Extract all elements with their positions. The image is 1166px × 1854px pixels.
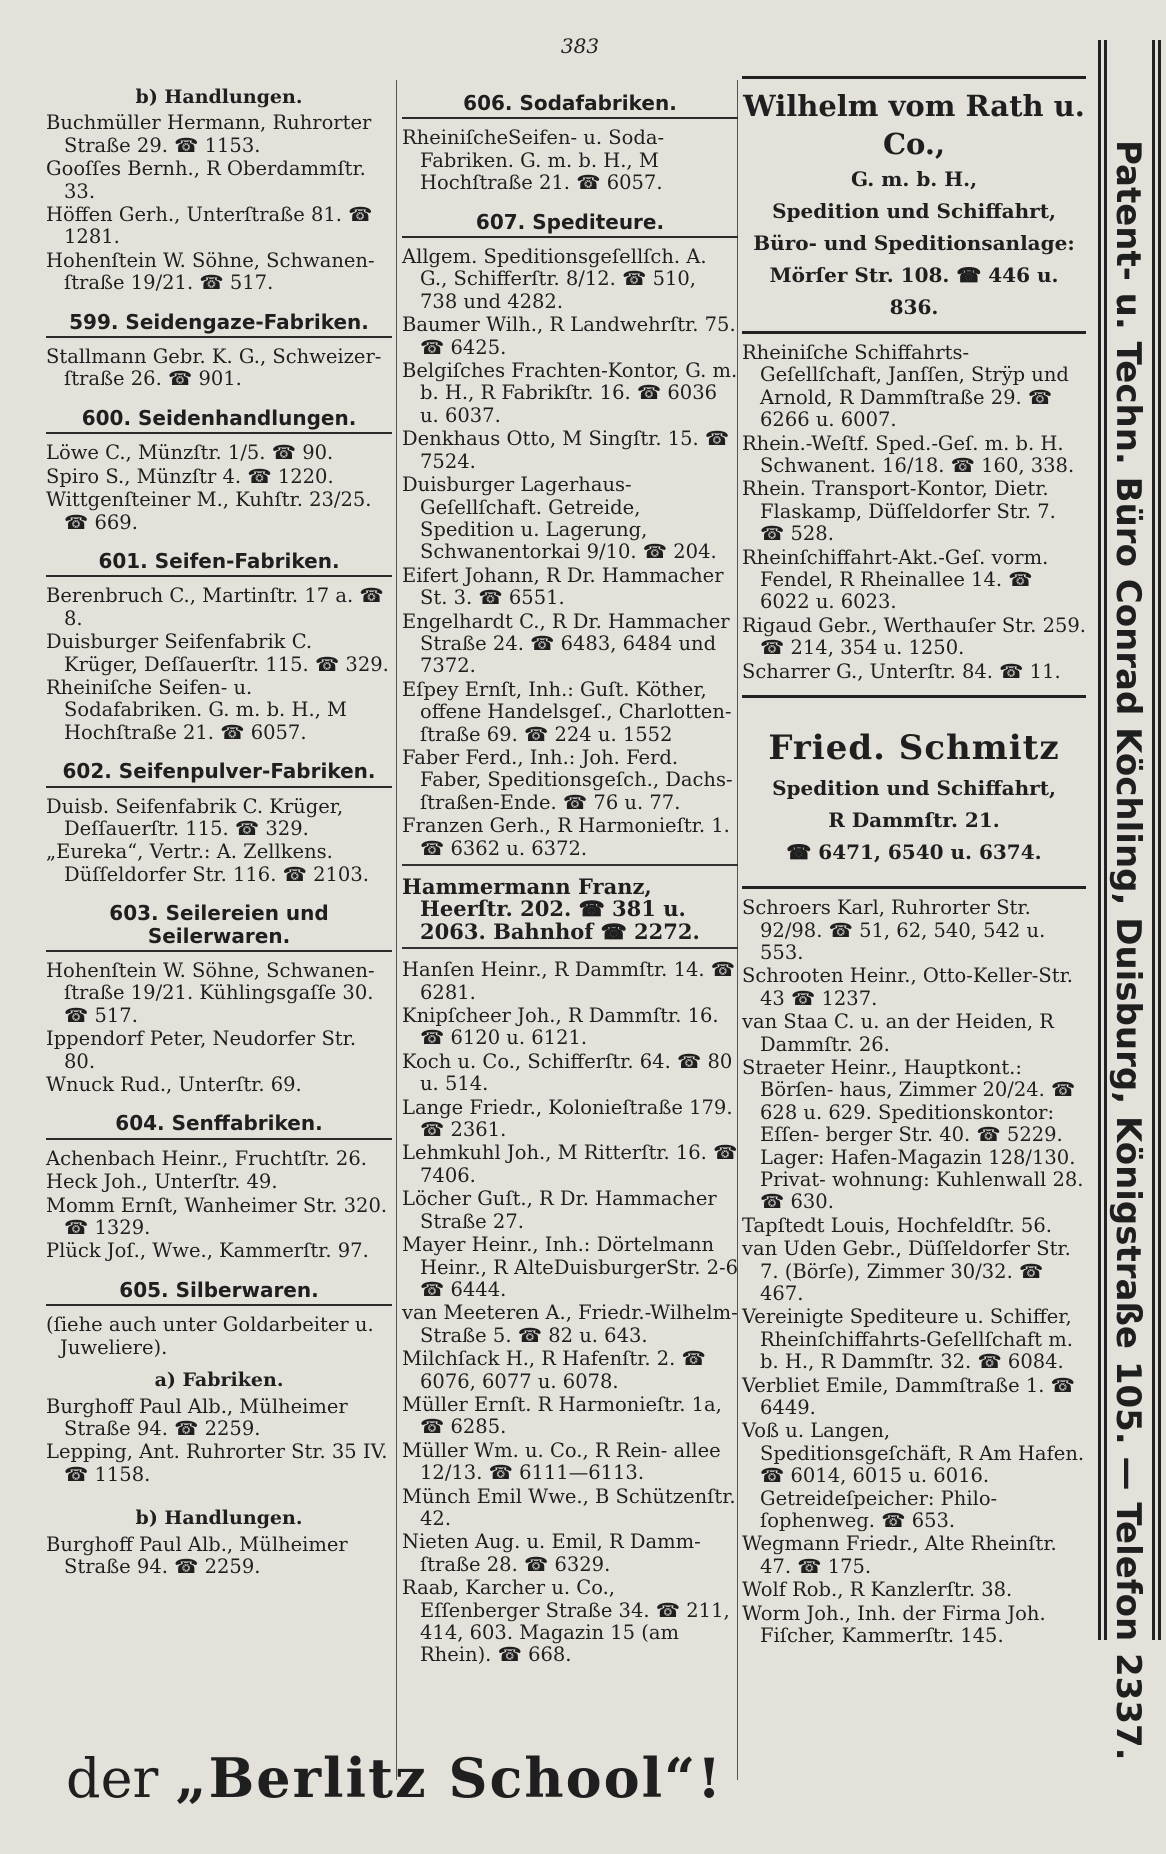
directory-entry: Duisburger Lagerhaus-Geſellſchaft. Getreide, Spedition u. Lagerung, Schwanentorkai 9/10. ☎ 204.: [402, 473, 717, 564]
directory-entry: Vereinigte Spediteure u. Schiffer, Rheinſchiffahrts-Geſellſchaft m. b. H., R Dammſtr. 32. ☎ 6084.: [742, 1305, 1073, 1374]
directory-entry: Denkhaus Otto, M Singſtr. 15. ☎ 7524.: [402, 427, 730, 473]
directory-entry: Hohenſtein W. Söhne, Schwanen- ſtraße 19/21. ☎ 517.: [46, 248, 375, 295]
directory-entry: Ippendorf Peter, Neudorfer Str. 80.: [46, 1027, 357, 1073]
directory-entry: Straeter Heinr., Hauptkont.: Börſen- haus, Zimmer 20/24. ☎ 628 u. 629. Speditionskontor: Eſſen- berger Str. 40. ☎ 5229. Lager: Hafen-Magazin 128/130. Privat- wohnung: Kuhlenwall 28. ☎ 630.: [742, 1055, 1084, 1214]
directory-entry: Tapſtedt Louis, Hochfeldſtr. 56.: [742, 1213, 1052, 1237]
directory-entry: Momm Ernſt, Wanheimer Str. 320. ☎ 1329.: [46, 1193, 388, 1240]
column-3: [742, 76, 1086, 1649]
spacer: [46, 1487, 392, 1497]
directory-entry: Verbliet Emile, Dammſtraße 1. ☎ 6449.: [742, 1373, 1075, 1420]
directory-entry: Lehmkuhl Joh., M Ritterſtr. 16. ☎ 7406.: [402, 1141, 738, 1187]
directory-entry: Schrooten Heinr., Otto-Keller-Str. 43 ☎ 1237.: [742, 964, 1073, 1010]
ad-line: Spedition und Schiffahrt,: [772, 776, 1056, 801]
ad-line: R Dammſtr. 21.: [828, 808, 1000, 833]
ad-fried-schmitz: [742, 695, 1086, 889]
directory-entry: Berenbruch C., Martinſtr. 17 a. ☎ 8.: [46, 584, 384, 630]
subheading: b) Handlungen.: [135, 86, 303, 108]
banner-school: „Berlitz School“!: [175, 1746, 723, 1810]
directory-entry: Baumer Wilh., R Landwehrſtr. 75. ☎ 6425.: [402, 313, 736, 359]
directory-entry: Wolf Rob., R Kanzlerſtr. 38.: [742, 1578, 1013, 1602]
directory-entry: Wegmann Friedr., Alte Rheinſtr. 47. ☎ 175.: [742, 1532, 1057, 1578]
directory-entry: Hohenſtein W. Söhne, Schwanen- ſtraße 19/21. Kühlingsgaſſe 30. ☎ 517.: [46, 959, 375, 1027]
directory-entry: Worm Joh., Inh. der Firma Joh. Fiſcher, Kammerſtr. 145.: [742, 1601, 1046, 1648]
divider: [402, 864, 738, 866]
directory-entry: Hammermann Franz, Heerſtr. 202. ☎ 381 u. 2063. Bahnhof ☎ 2272.: [402, 874, 700, 944]
directory-entry: Hanſen Heinr., R Dammſtr. 14. ☎ 6281.: [402, 958, 736, 1004]
column-1: [46, 76, 392, 1579]
directory-entry: Rigaud Gebr., Werthauſer Str. 259. ☎ 214, 354 u. 1250.: [742, 613, 1087, 660]
directory-entry: Engelhardt C., R Dr. Hammacher Straße 24. ☎ 6483, 6484 und 7372.: [402, 609, 730, 678]
directory-entry: Milchſack H., R Hafenſtr. 2. ☎ 6076, 6077 u. 6078.: [402, 1347, 706, 1393]
directory-entry: van Staa C. u. an der Heiden, R Dammſtr. 26.: [742, 1010, 1054, 1056]
ad-wilhelm-vom-rath: [742, 76, 1086, 334]
directory-entry: Faber Ferd., Inh.: Joh. Ferd. Faber, Speditionsgeſch., Dachs- ſtraßen-Ende. ☎ 76 u. 77.: [402, 745, 733, 814]
page-number: 383: [560, 34, 600, 58]
directory-entry: Rhein.-Weſtf. Sped.-Geſ. m. b. H. Schwanent. 16/18. ☎ 160, 338.: [742, 431, 1075, 478]
directory-entry: Rheiniſche Schiffahrts-Geſellſchaft, Janſſen, Strÿp und Arnold, R Dammſtraße 29. ☎ 6266 u. 6007.: [742, 341, 1069, 432]
directory-entry: Rheiniſche Seifen- u. Sodafabriken. G. m. b. H., M Hochſtraße 21. ☎ 6057.: [46, 675, 348, 744]
directory-entry: Rheinſchiffahrt-Akt.-Geſ. vorm. Fendel, R Rheinallee 14. ☎ 6022 u. 6023.: [742, 545, 1049, 614]
directory-entry: Scharrer G., Unterſtr. 84. ☎ 11.: [742, 659, 1061, 683]
sidebar-rule: [1098, 40, 1101, 1640]
section-heading: 607. Spediteure.: [402, 211, 738, 238]
directory-entry: Duisb. Seifenfabrik C. Krüger, Deſſauerſtr. 115. ☎ 329.: [46, 794, 344, 840]
directory-entry: van Meeteren A., Friedr.-Wilhelm- Straße 5. ☎ 82 u. 643.: [402, 1301, 738, 1347]
sidebar-rule: [1158, 40, 1161, 1640]
directory-entry: Eſpey Ernſt, Inh.: Guſt. Köther, offene Handelsgeſ., Charlotten- ſtraße 69. ☎ 224 u. 1552: [402, 677, 732, 746]
directory-entry: Burghoff Paul Alb., Mülheimer Straße 94. ☎ 2259.: [46, 1532, 348, 1578]
subheading: a) Fabriken.: [154, 1369, 284, 1392]
ad-title: Fried. Schmitz: [768, 728, 1060, 769]
ad-line: Spedition und Schiffahrt,: [772, 199, 1056, 223]
directory-entry: Lange Friedr., Kolonieſtraße 179. ☎ 2361.: [402, 1095, 733, 1142]
section-heading: 600. Seidenhandlungen.: [46, 407, 392, 434]
directory-entry: Rhein. Transport-Kontor, Dietr. Flaskamp, Düſſeldorfer Str. 7. ☎ 528.: [742, 477, 1056, 546]
directory-entry: RheiniſcheSeifen- u. Soda-Fabriken. G. m. b. H., M Hochſtraße 21. ☎ 6057.: [402, 126, 665, 195]
section-heading: 601. Seifen-Fabriken.: [46, 550, 392, 577]
directory-entry: Nieten Aug. u. Emil, R Damm- ſtraße 28. ☎ 6329.: [402, 1530, 701, 1576]
directory-entry: Plück Joſ., Wwe., Kammerſtr. 97.: [46, 1239, 369, 1263]
directory-entry: Löcher Guſt., R Dr. Hammacher Straße 27.: [402, 1187, 717, 1233]
cross-reference: (ſiehe auch unter Goldarbeiter u. Juweliere).: [46, 1313, 374, 1359]
directory-entry: Gooſſes Bernh., R Oberdammſtr. 33.: [46, 157, 366, 203]
ad-line: ☎ 6471, 6540 u. 6374.: [786, 840, 1042, 865]
directory-entry: Burghoff Paul Alb., Mülheimer Straße 94. ☎ 2259.: [46, 1394, 348, 1440]
sidebar-text: Patent- u. Techn. Büro Conrad Köchling, Duisburg, Königstraße 105. — Telefon 2337.: [1108, 140, 1148, 1761]
directory-entry: Müller Wm. u. Co., R Rein- allee 12/13. ☎ 6111—6113.: [402, 1438, 721, 1485]
ad-line: Büro- und Speditionsanlage:: [753, 231, 1075, 255]
ad-line: G. m. b. H.,: [850, 167, 978, 191]
column-rule: [396, 80, 397, 1780]
directory-entry: Buchmüller Hermann, Ruhrorter Straße 29. ☎ 1153.: [46, 111, 372, 157]
directory-entry: Voß u. Langen, Speditionsgeſchäft, R Am Hafen. ☎ 6014, 6015 u. 6016. Getreideſpeicher: Philo- ſophenweg. ☎ 653.: [742, 1419, 1085, 1533]
directory-entry: Lepping, Ant. Ruhrorter Str. 35 IV. ☎ 1158.: [46, 1440, 388, 1486]
directory-entry: Raab, Karcher u. Co., Eſſenberger Straße 34. ☎ 211, 414, 603. Magazin 15 (am Rhein). ☎ 668.: [402, 1576, 730, 1667]
directory-entry: Achenbach Heinr., Fruchtſtr. 26.: [46, 1146, 367, 1170]
sidebar-rule: [1152, 40, 1155, 1640]
berlitz-banner: [66, 1748, 723, 1809]
col3-entries-a: [742, 342, 1086, 683]
divider: [402, 947, 738, 949]
col3-entries-b: [742, 897, 1086, 1647]
directory-entry: Duisburger Seifenfabrik C. Krüger, Deſſauerſtr. 115. ☎ 329.: [46, 630, 389, 676]
subheading: b) Handlungen.: [135, 1507, 303, 1530]
directory-entry: Stallmann Gebr. K. G., Schweizer- ſtraße 26. ☎ 901.: [46, 345, 382, 391]
section-heading: 604. Senffabriken.: [46, 1112, 392, 1139]
directory-entry: Wnuck Rud., Unterſtr. 69.: [46, 1073, 302, 1097]
directory-entry: „Eureka“, Vertr.: A. Zellkens. Düſſeldorfer Str. 116. ☎ 2103.: [46, 840, 369, 886]
column-2: [402, 76, 738, 1668]
directory-entry: Eifert Johann, R Dr. Hammacher St. 3. ☎ 6551.: [402, 563, 724, 610]
directory-entry: Höffen Gerh., Unterſtraße 81. ☎ 1281.: [46, 203, 373, 249]
directory-entry: Koch u. Co., Schifferſtr. 64. ☎ 80 u. 514.: [402, 1049, 733, 1096]
directory-entry: Allgem. Speditionsgeſellſch. A. G., Schifferſtr. 8/12. ☎ 510, 738 und 4282.: [402, 245, 707, 313]
directory-entry: Schroers Karl, Ruhrorter Str. 92/98. ☎ 51, 62, 540, 542 u. 553.: [742, 896, 1046, 964]
section-heading: 606. Sodafabriken.: [402, 92, 738, 119]
directory-entry: Münch Emil Wwe., B Schützenſtr. 42.: [402, 1484, 736, 1530]
banner-prefix: der: [66, 1747, 176, 1810]
directory-entry: van Uden Gebr., Düſſeldorfer Str. 7. (Börſe), Zimmer 30/32. ☎ 467.: [742, 1237, 1071, 1305]
section-heading: 603. Seilereien und Seilerwaren.: [46, 902, 392, 952]
section-heading: 602. Seifenpulver-Fabriken.: [46, 760, 392, 787]
directory-entry: Müller Ernſt. R Harmonieſtr. 1a, ☎ 6285.: [402, 1392, 722, 1439]
directory-entry: Wittgenſteiner M., Kuhſtr. 23/25. ☎ 669.: [46, 488, 372, 534]
directory-entry: Heck Joh., Unterſtr. 49.: [46, 1170, 278, 1194]
side-advertisement: [1090, 0, 1166, 1854]
ad-line: Mörſer Str. 108. ☎ 446 u. 836.: [769, 263, 1059, 319]
directory-entry: Knipſcheer Joh., R Dammſtr. 16. ☎ 6120 u. 6121.: [402, 1004, 719, 1050]
section-heading: 605. Silberwaren.: [46, 1279, 392, 1306]
directory-entry: Spiro S., Münzſtr 4. ☎ 1220.: [46, 464, 334, 488]
directory-entry: Franzen Gerh., R Harmonieſtr. 1. ☎ 6362 u. 6372.: [402, 814, 730, 860]
ad-title: Wilhelm vom Rath u. Co.,: [743, 89, 1085, 161]
section-heading: 599. Seidengaze-Fabriken.: [46, 311, 392, 338]
directory-entry: Mayer Heinr., Inh.: Dörtelmann Heinr., R AlteDuisburgerStr. 2-6 ☎ 6444.: [402, 1233, 739, 1301]
directory-entry: Belgiſches Frachten-Kontor, G. m. b. H., R Fabrikſtr. 16. ☎ 6036 u. 6037.: [402, 359, 738, 427]
directory-entry: Löwe C., Münzſtr. 1/5. ☎ 90.: [46, 441, 334, 465]
